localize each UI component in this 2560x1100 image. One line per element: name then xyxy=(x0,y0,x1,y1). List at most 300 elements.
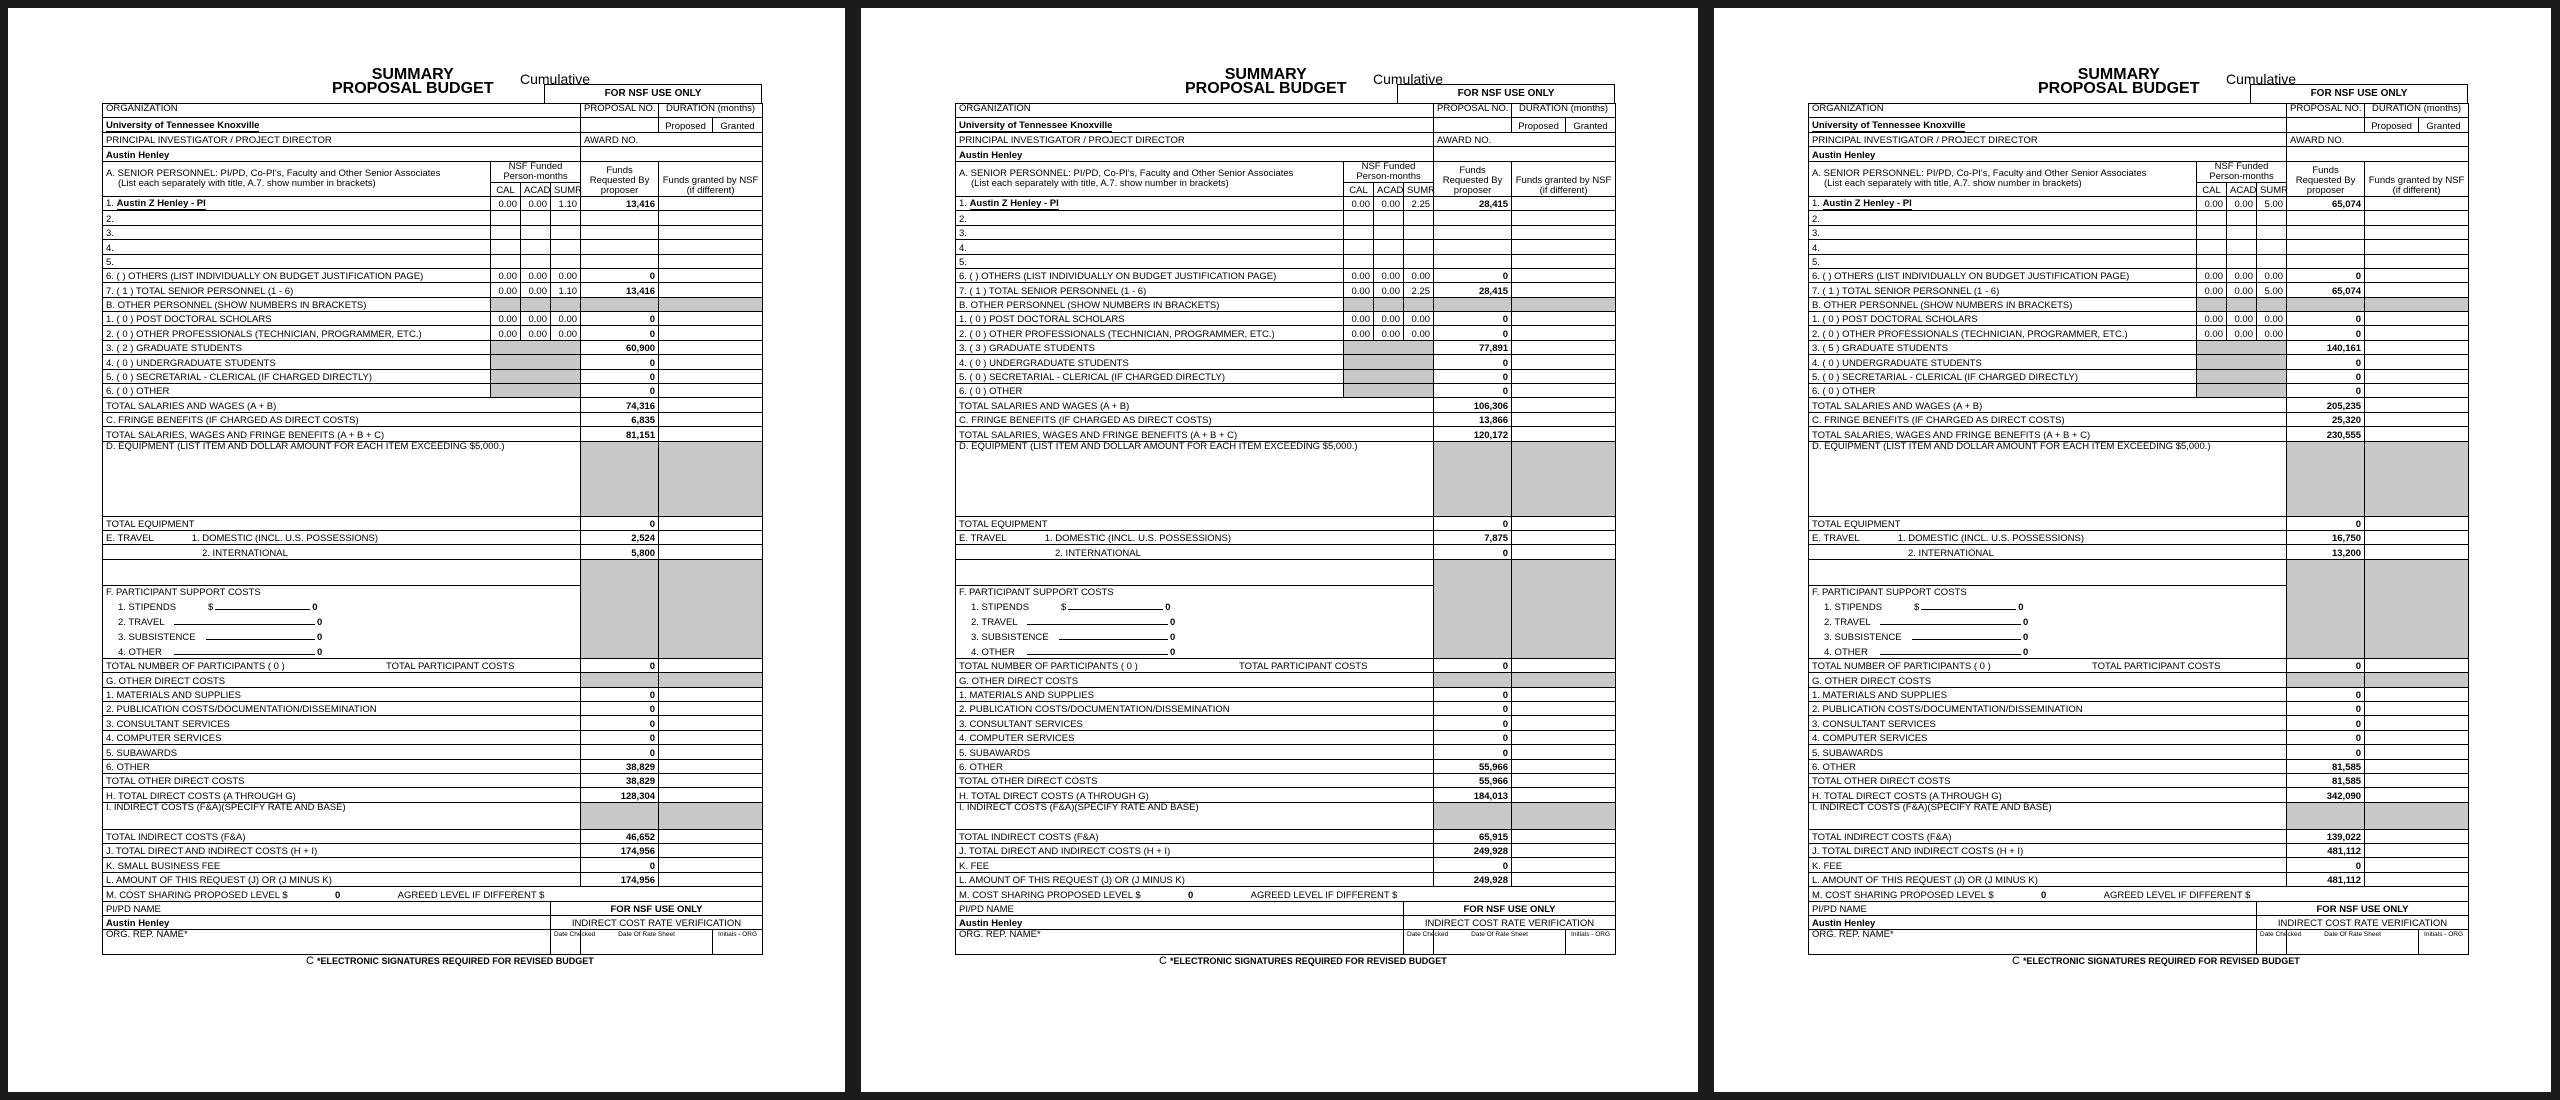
total-direct-indirect: 249,928 xyxy=(1434,844,1512,858)
travel-domestic-row: E. TRAVEL 1. DOMESTIC (INCL. U.S. POSSESSIONS) 2,524 xyxy=(103,530,763,544)
sec-a-sub: (List each separately with title, A.7. show number in brackets) xyxy=(971,177,1229,189)
org-name-row xyxy=(1809,118,2469,132)
participant-support-label: F. PARTICIPANT SUPPORT COSTS xyxy=(106,586,261,598)
a2-row: 2. xyxy=(103,211,763,225)
a4-row: 4. xyxy=(1809,240,2469,254)
m-row: M. COST SHARING PROPOSED LEVEL $ 0 AGREED LEVEL IF DIFFERENT $ xyxy=(1809,887,2469,901)
title-line-1: SUMMARY xyxy=(2077,66,2160,83)
amount-of-request: 481,112 xyxy=(2287,872,2365,886)
total-abc-row: TOTAL SALARIES, WAGES AND FRINGE BENEFITS (A + B + C) 120,172 xyxy=(956,427,1616,441)
j-row: J. TOTAL DIRECT AND INDIRECT COSTS (H + I) 481,112 xyxy=(1809,844,2469,858)
a1-cal: 0.00 xyxy=(2197,196,2227,210)
organization-name: University of Tennessee Knoxville xyxy=(959,119,1113,131)
b6-row: 6. ( 0 ) OTHER 0 xyxy=(956,384,1616,398)
travel-international: 0 xyxy=(1434,545,1512,559)
total-ab-row: TOTAL SALARIES AND WAGES (A + B) 106,306 xyxy=(956,398,1616,412)
k-row: K. SMALL BUSINESS FEE 0 xyxy=(103,858,763,872)
org-name-row xyxy=(956,118,1616,132)
duration-label: DURATION (months) xyxy=(2372,103,2462,114)
pipd-row: PI/PD NAME FOR NSF USE ONLY xyxy=(956,901,1616,915)
b3-row xyxy=(1809,340,2469,354)
funds-requested-label: Funds Requested By proposer xyxy=(1434,161,1512,196)
participant-support-label: F. PARTICIPANT SUPPORT COSTS xyxy=(1812,586,1967,598)
total-ab-row: TOTAL SALARIES AND WAGES (A + B) 205,235 xyxy=(1809,398,2469,412)
total-direct-costs: 128,304 xyxy=(581,788,659,802)
granted-label: Granted xyxy=(2426,120,2461,132)
nsf-use-only-header: FOR NSF USE ONLY xyxy=(1397,84,1615,103)
title-line-2: PROPOSAL BUDGET xyxy=(2038,80,2200,97)
g-total-row: TOTAL OTHER DIRECT COSTS 38,829 xyxy=(103,773,763,787)
nsf-funded-label: NSF Funded Person-months xyxy=(1344,161,1434,182)
pi-label: PRINCIPAL INVESTIGATOR / PROJECT DIRECTOR xyxy=(1812,135,2038,147)
cumulative-label: Cumulative xyxy=(1373,71,1444,87)
footer-note: C *ELECTRONIC SIGNATURES REQUIRED FOR REVISED BUDGET xyxy=(306,955,594,967)
i-total-row: TOTAL INDIRECT COSTS (F&A) 65,915 xyxy=(956,829,1616,843)
a7-label: 7. ( 1 ) TOTAL SENIOR PERSONNEL (1 - 6) xyxy=(103,283,491,297)
proposal-no-label: PROPOSAL NO. xyxy=(1437,103,1509,114)
proposal-no-label: PROPOSAL NO. xyxy=(584,103,656,114)
a4-row: 4. xyxy=(103,240,763,254)
cumulative-label: Cumulative xyxy=(2226,71,2297,87)
fringe-row: C. FRINGE BENEFITS (IF CHARGED AS DIRECT COSTS) 25,320 xyxy=(1809,412,2469,426)
sec-a-header-row xyxy=(1809,161,2469,182)
g5-row: 5. SUBAWARDS 0 xyxy=(1809,745,2469,759)
total-abc-row: TOTAL SALARIES, WAGES AND FRINGE BENEFITS (A + B + C) 81,151 xyxy=(103,427,763,441)
a7-row: 7. ( 1 ) TOTAL SENIOR PERSONNEL (1 - 6) 0.00 0.00 5.00 65,074 xyxy=(1809,283,2469,297)
b3-row xyxy=(103,340,763,354)
travel-international-row: 2. INTERNATIONAL 0 xyxy=(956,545,1616,559)
cumulative-label: Cumulative xyxy=(520,71,591,87)
budget-page-1 xyxy=(8,8,845,1092)
total-indirect-costs: 46,652 xyxy=(581,829,659,843)
graduate-students-funds: 60,900 xyxy=(581,340,659,354)
a6-row: 6. ( ) OTHERS (LIST INDIVIDUALLY ON BUDGET JUSTIFICATION PAGE) 0.00 0.00 0.00 0 xyxy=(1809,268,2469,282)
sec-b-label: B. OTHER PERSONNEL (SHOW NUMBERS IN BRACKETS) xyxy=(956,297,1344,311)
sec-g-row: G. OTHER DIRECT COSTS xyxy=(1809,673,2469,687)
funds-granted-label: Funds granted by NSF (if different) xyxy=(2365,161,2469,196)
a3-row: 3. xyxy=(1809,225,2469,239)
amount-of-request: 249,928 xyxy=(1434,872,1512,886)
total-other-direct-costs: 81,585 xyxy=(2287,773,2365,787)
footer-note: C *ELECTRONIC SIGNATURES REQUIRED FOR REVISED BUDGET xyxy=(1159,955,1447,967)
total-direct-costs: 184,013 xyxy=(1434,788,1512,802)
equipment-row xyxy=(103,441,763,516)
duration-label: DURATION (months) xyxy=(666,103,756,114)
funds-requested-label: Funds Requested By proposer xyxy=(581,161,659,196)
equipment-row xyxy=(956,441,1616,516)
a6-label: 6. ( ) OTHERS (LIST INDIVIDUALLY ON BUDGET JUSTIFICATION PAGE) xyxy=(956,268,1344,282)
fringe-benefits: 13,866 xyxy=(1434,412,1512,426)
pi-label: PRINCIPAL INVESTIGATOR / PROJECT DIRECTOR xyxy=(106,135,332,147)
a2-row: 2. xyxy=(956,211,1616,225)
participant-section-row: F. PARTICIPANT SUPPORT COSTS 1. STIPENDS $ 0 2. TRAVEL 0 3. SUBSISTENCE 0 4. OTHER 0 xyxy=(103,585,763,658)
a7-funds: 65,074 xyxy=(2287,283,2365,297)
travel-domestic-row: E. TRAVEL 1. DOMESTIC (INCL. U.S. POSSESSIONS) 16,750 xyxy=(1809,530,2469,544)
participant-gap-row xyxy=(956,559,1616,585)
total-salaries-fringe: 81,151 xyxy=(581,427,659,441)
pipd-name-row: Austin Henley INDIRECT COST RATE VERIFICATION xyxy=(1809,916,2469,930)
a1-cal: 0.00 xyxy=(1344,196,1374,210)
b5-row: 5. ( 0 ) SECRETARIAL - CLERICAL (IF CHARGED DIRECTLY) 0 xyxy=(1809,369,2469,383)
a2-row: 2. xyxy=(1809,211,2469,225)
amount-of-request: 174,956 xyxy=(581,872,659,886)
nsf-funded-label: NSF Funded Person-months xyxy=(2197,161,2287,182)
other-direct-costs: 55,966 xyxy=(1434,759,1512,773)
pi-label-row xyxy=(1809,132,2469,146)
title-line-2: PROPOSAL BUDGET xyxy=(1185,80,1347,97)
a7-row: 7. ( 1 ) TOTAL SENIOR PERSONNEL (1 - 6) 0.00 0.00 2.25 28,415 xyxy=(956,283,1616,297)
total-direct-indirect: 481,112 xyxy=(2287,844,2365,858)
l-row: L. AMOUNT OF THIS REQUEST (J) OR (J MINUS K) 249,928 xyxy=(956,872,1616,886)
sec-b-label: B. OTHER PERSONNEL (SHOW NUMBERS IN BRACKETS) xyxy=(103,297,491,311)
nsf-funded-label: NSF Funded Person-months xyxy=(491,161,581,182)
fringe-row: C. FRINGE BENEFITS (IF CHARGED AS DIRECT COSTS) 6,835 xyxy=(103,412,763,426)
a1-row: 1. Austin Z Henley - PI 0.00 0.00 2.25 28,415 xyxy=(956,196,1616,210)
pipd-name: Austin Henley xyxy=(103,916,551,930)
footer-note: C *ELECTRONIC SIGNATURES REQUIRED FOR REVISED BUDGET xyxy=(2012,955,2300,967)
a7-funds: 28,415 xyxy=(1434,283,1512,297)
h-row: H. TOTAL DIRECT COSTS (A THROUGH G) 184,013 xyxy=(956,788,1616,802)
b1-row: 1. ( 0 ) POST DOCTORAL SCHOLARS 0.00 0.00 0.00 0 xyxy=(956,312,1616,326)
i-row xyxy=(956,802,1616,829)
granted-label: Granted xyxy=(720,120,755,132)
a1-sumr: 2.25 xyxy=(1404,196,1434,210)
title-line-1: SUMMARY xyxy=(371,66,454,83)
a5-row: 5. xyxy=(956,254,1616,268)
acad-label: ACAD xyxy=(521,182,551,196)
a1-sumr: 5.00 xyxy=(2257,196,2287,210)
travel-international: 13,200 xyxy=(2287,545,2365,559)
h-row: H. TOTAL DIRECT COSTS (A THROUGH G) 128,304 xyxy=(103,788,763,802)
g-total-row: TOTAL OTHER DIRECT COSTS 55,966 xyxy=(956,773,1616,787)
cal-label: CAL xyxy=(491,182,521,196)
sec-a-sub: (List each separately with title, A.7. show number in brackets) xyxy=(118,177,376,189)
total-other-direct-costs: 38,829 xyxy=(581,773,659,787)
a6-funds: 0 xyxy=(1434,268,1512,282)
sec-b-row xyxy=(103,297,763,311)
proposed-label: Proposed xyxy=(1518,120,1559,132)
total-participant-costs: 0 xyxy=(1434,658,1512,672)
a5-row: 5. xyxy=(1809,254,2469,268)
senior-personnel-name: Austin Z Henley - PI xyxy=(116,198,206,210)
graduate-students-label: 3. ( 3 ) GRADUATE STUDENTS xyxy=(956,340,1344,354)
org-row xyxy=(956,104,1616,118)
l-row: L. AMOUNT OF THIS REQUEST (J) OR (J MINUS K) 174,956 xyxy=(103,872,763,886)
indirect-label: I. INDIRECT COSTS (F&A)(SPECIFY RATE AND BASE) xyxy=(956,802,1434,829)
sec-a-sub: (List each separately with title, A.7. show number in brackets) xyxy=(1824,177,2082,189)
fee-label: K. FEE xyxy=(1809,858,2287,872)
g4-row: 4. COMPUTER SERVICES 0 xyxy=(956,730,1616,744)
sumr-label: SUMR xyxy=(2257,182,2287,196)
sumr-label: SUMR xyxy=(1404,182,1434,196)
g6-row: 6. OTHER 38,829 xyxy=(103,759,763,773)
participant-section-row: F. PARTICIPANT SUPPORT COSTS 1. STIPENDS $ 0 2. TRAVEL 0 3. SUBSISTENCE 0 4. OTHER 0 xyxy=(956,585,1616,658)
l-row: L. AMOUNT OF THIS REQUEST (J) OR (J MINUS K) 481,112 xyxy=(1809,872,2469,886)
graduate-students-funds: 140,161 xyxy=(2287,340,2365,354)
equipment-label: D. EQUIPMENT (LIST ITEM AND DOLLAR AMOUNT FOR EACH ITEM EXCEEDING $5,000.) xyxy=(1809,441,2287,516)
orgrep-row: ORG. REP. NAME* Date Checked Date Of Rate Sheet Initials - ORG xyxy=(103,930,763,955)
sec-g-row: G. OTHER DIRECT COSTS xyxy=(956,673,1616,687)
travel-domestic: 16,750 xyxy=(2287,530,2365,544)
sec-a-label: A. SENIOR PERSONNEL: PI/PD, Co-PI's, Faculty and Other Senior Associates xyxy=(1812,167,2147,179)
org-name-row xyxy=(103,118,763,132)
org-row xyxy=(103,104,763,118)
travel-domestic: 7,875 xyxy=(1434,530,1512,544)
pipd-name-row: Austin Henley INDIRECT COST RATE VERIFICATION xyxy=(956,916,1616,930)
a1-acad: 0.00 xyxy=(2227,196,2257,210)
award-no-label: AWARD NO. xyxy=(2290,135,2345,147)
a7-label: 7. ( 1 ) TOTAL SENIOR PERSONNEL (1 - 6) xyxy=(1809,283,2197,297)
total-salaries-fringe: 230,555 xyxy=(2287,427,2365,441)
g4-row: 4. COMPUTER SERVICES 0 xyxy=(103,730,763,744)
proposed-label: Proposed xyxy=(665,120,706,132)
b3-row xyxy=(956,340,1616,354)
participant-support-label: F. PARTICIPANT SUPPORT COSTS xyxy=(959,586,1114,598)
b2-row: 2. ( 0 ) OTHER PROFESSIONALS (TECHNICIAN, PROGRAMMER, ETC.) 0.00 0.00 0.00 0 xyxy=(1809,326,2469,340)
fee-label: K. FEE xyxy=(956,858,1434,872)
total-equipment-row: TOTAL EQUIPMENT 0 xyxy=(956,516,1616,530)
i-total-row: TOTAL INDIRECT COSTS (F&A) 139,022 xyxy=(1809,829,2469,843)
indirect-label: I. INDIRECT COSTS (F&A)(SPECIFY RATE AND BASE) xyxy=(103,802,581,829)
sec-a-label: A. SENIOR PERSONNEL: PI/PD, Co-PI's, Faculty and Other Senior Associates xyxy=(959,167,1294,179)
sec-b-row xyxy=(1809,297,2469,311)
acad-label: ACAD xyxy=(1374,182,1404,196)
pi-label-row xyxy=(956,132,1616,146)
budget-table xyxy=(955,103,1616,955)
travel-international-row: 2. INTERNATIONAL 5,800 xyxy=(103,545,763,559)
a6-row: 6. ( ) OTHERS (LIST INDIVIDUALLY ON BUDGET JUSTIFICATION PAGE) 0.00 0.00 0.00 0 xyxy=(103,268,763,282)
fringe-benefits: 6,835 xyxy=(581,412,659,426)
g5-row: 5. SUBAWARDS 0 xyxy=(956,745,1616,759)
a6-label: 6. ( ) OTHERS (LIST INDIVIDUALLY ON BUDGET JUSTIFICATION PAGE) xyxy=(103,268,491,282)
pi-name-row xyxy=(956,147,1616,161)
participant-gap-row xyxy=(103,559,763,585)
pipd-name-row: Austin Henley INDIRECT COST RATE VERIFICATION xyxy=(103,916,763,930)
total-indirect-costs: 139,022 xyxy=(2287,829,2365,843)
a5-row: 5. xyxy=(103,254,763,268)
senior-personnel-name: Austin Z Henley - PI xyxy=(1822,198,1912,210)
total-salaries-wages: 74,316 xyxy=(581,398,659,412)
sec-a-label: A. SENIOR PERSONNEL: PI/PD, Co-PI's, Faculty and Other Senior Associates xyxy=(106,167,441,179)
acad-label: ACAD xyxy=(2227,182,2257,196)
award-no-label: AWARD NO. xyxy=(1437,135,1492,147)
b4-row: 4. ( 0 ) UNDERGRADUATE STUDENTS 0 xyxy=(1809,355,2469,369)
pi-label-row xyxy=(103,132,763,146)
g4-row: 4. COMPUTER SERVICES 0 xyxy=(1809,730,2469,744)
form-header xyxy=(955,60,1615,103)
pi-name-row xyxy=(1809,147,2469,161)
budget-form xyxy=(955,60,1615,955)
total-direct-indirect: 174,956 xyxy=(581,844,659,858)
sec-a-header-row xyxy=(956,161,1616,182)
pipd-row: PI/PD NAME FOR NSF USE ONLY xyxy=(1809,901,2469,915)
a1-acad: 0.00 xyxy=(521,196,551,210)
a1-acad: 0.00 xyxy=(1374,196,1404,210)
total-participant-costs: 0 xyxy=(2287,658,2365,672)
total-salaries-wages: 205,235 xyxy=(2287,398,2365,412)
b4-row: 4. ( 0 ) UNDERGRADUATE STUDENTS 0 xyxy=(956,355,1616,369)
budget-form xyxy=(1808,60,2468,955)
organization-name: University of Tennessee Knoxville xyxy=(1812,119,1966,131)
budget-table xyxy=(102,103,763,955)
b5-row: 5. ( 0 ) SECRETARIAL - CLERICAL (IF CHARGED DIRECTLY) 0 xyxy=(956,369,1616,383)
orgrep-row: ORG. REP. NAME* Date Checked Date Of Rate Sheet Initials - ORG xyxy=(1809,930,2469,955)
organization-label: ORGANIZATION xyxy=(959,103,1031,114)
i-row xyxy=(103,802,763,829)
sec-a-header-row xyxy=(103,161,763,182)
travel-domestic: 2,524 xyxy=(581,530,659,544)
b1-row: 1. ( 0 ) POST DOCTORAL SCHOLARS 0.00 0.00 0.00 0 xyxy=(103,312,763,326)
title-line-2: PROPOSAL BUDGET xyxy=(332,80,494,97)
funds-requested-label: Funds Requested By proposer xyxy=(2287,161,2365,196)
j-row: J. TOTAL DIRECT AND INDIRECT COSTS (H + I) 249,928 xyxy=(956,844,1616,858)
a6-label: 6. ( ) OTHERS (LIST INDIVIDUALLY ON BUDGET JUSTIFICATION PAGE) xyxy=(1809,268,2197,282)
pi-name: Austin Henley xyxy=(106,149,170,161)
nsf-use-only-header: FOR NSF USE ONLY xyxy=(544,84,762,103)
m-row: M. COST SHARING PROPOSED LEVEL $ 0 AGREED LEVEL IF DIFFERENT $ xyxy=(103,887,763,901)
a1-row: 1. Austin Z Henley - PI 0.00 0.00 5.00 65,074 xyxy=(1809,196,2469,210)
form-header xyxy=(1808,60,2468,103)
nsf-use-only-header: FOR NSF USE ONLY xyxy=(2250,84,2468,103)
k-row: K. FEE 0 xyxy=(1809,858,2469,872)
i-row xyxy=(1809,802,2469,829)
a6-funds: 0 xyxy=(2287,268,2365,282)
g1-row: 1. MATERIALS AND SUPPLIES 0 xyxy=(956,687,1616,701)
sec-g-row: G. OTHER DIRECT COSTS xyxy=(103,673,763,687)
a6-funds: 0 xyxy=(581,268,659,282)
pipd-name: Austin Henley xyxy=(1809,916,2257,930)
funds-granted-label: Funds granted by NSF (if different) xyxy=(1512,161,1616,196)
b6-row: 6. ( 0 ) OTHER 0 xyxy=(1809,384,2469,398)
participants-total-row: TOTAL NUMBER OF PARTICIPANTS ( 0 ) TOTAL PARTICIPANT COSTS 0 xyxy=(1809,658,2469,672)
a4-row: 4. xyxy=(956,240,1616,254)
a1-funds: 28,415 xyxy=(1434,196,1512,210)
g3-row: 3. CONSULTANT SERVICES 0 xyxy=(1809,716,2469,730)
fringe-row: C. FRINGE BENEFITS (IF CHARGED AS DIRECT COSTS) 13,866 xyxy=(956,412,1616,426)
total-direct-costs: 342,090 xyxy=(2287,788,2365,802)
total-other-direct-costs: 55,966 xyxy=(1434,773,1512,787)
budget-page-3 xyxy=(1714,8,2551,1092)
a7-label: 7. ( 1 ) TOTAL SENIOR PERSONNEL (1 - 6) xyxy=(956,283,1344,297)
a3-row: 3. xyxy=(103,225,763,239)
g3-row: 3. CONSULTANT SERVICES 0 xyxy=(103,716,763,730)
graduate-students-funds: 77,891 xyxy=(1434,340,1512,354)
b4-row: 4. ( 0 ) UNDERGRADUATE STUDENTS 0 xyxy=(103,355,763,369)
g3-row: 3. CONSULTANT SERVICES 0 xyxy=(956,716,1616,730)
pi-name: Austin Henley xyxy=(959,149,1023,161)
orgrep-row: ORG. REP. NAME* Date Checked Date Of Rate Sheet Initials - ORG xyxy=(956,930,1616,955)
senior-personnel-name: Austin Z Henley - PI xyxy=(969,198,1059,210)
pi-name-row xyxy=(103,147,763,161)
form-title xyxy=(1185,68,1347,96)
funds-granted-label: Funds granted by NSF (if different) xyxy=(659,161,763,196)
a7-row: 7. ( 1 ) TOTAL SENIOR PERSONNEL (1 - 6) 0.00 0.00 1.10 13,416 xyxy=(103,283,763,297)
g6-row: 6. OTHER 55,966 xyxy=(956,759,1616,773)
b1-row: 1. ( 0 ) POST DOCTORAL SCHOLARS 0.00 0.00 0.00 0 xyxy=(1809,312,2469,326)
organization-name: University of Tennessee Knoxville xyxy=(106,119,260,131)
g2-row: 2. PUBLICATION COSTS/DOCUMENTATION/DISSEMINATION 0 xyxy=(103,701,763,715)
participant-section-row: F. PARTICIPANT SUPPORT COSTS 1. STIPENDS $ 0 2. TRAVEL 0 3. SUBSISTENCE 0 4. OTHER 0 xyxy=(1809,585,2469,658)
a6-row: 6. ( ) OTHERS (LIST INDIVIDUALLY ON BUDGET JUSTIFICATION PAGE) 0.00 0.00 0.00 0 xyxy=(956,268,1616,282)
total-abc-row: TOTAL SALARIES, WAGES AND FRINGE BENEFITS (A + B + C) 230,555 xyxy=(1809,427,2469,441)
b2-row: 2. ( 0 ) OTHER PROFESSIONALS (TECHNICIAN, PROGRAMMER, ETC.) 0.00 0.00 0.00 0 xyxy=(956,326,1616,340)
participant-gap-row xyxy=(1809,559,2469,585)
m-row: M. COST SHARING PROPOSED LEVEL $ 0 AGREED LEVEL IF DIFFERENT $ xyxy=(956,887,1616,901)
g6-row: 6. OTHER 81,585 xyxy=(1809,759,2469,773)
equipment-label: D. EQUIPMENT (LIST ITEM AND DOLLAR AMOUNT FOR EACH ITEM EXCEEDING $5,000.) xyxy=(103,441,581,516)
organization-label: ORGANIZATION xyxy=(1812,103,1884,114)
travel-international: 5,800 xyxy=(581,545,659,559)
award-no-label: AWARD NO. xyxy=(584,135,639,147)
b6-row: 6. ( 0 ) OTHER 0 xyxy=(103,384,763,398)
a1-sumr: 1.10 xyxy=(551,196,581,210)
pipd-name: Austin Henley xyxy=(956,916,1404,930)
budget-form xyxy=(102,60,762,955)
sec-b-label: B. OTHER PERSONNEL (SHOW NUMBERS IN BRACKETS) xyxy=(1809,297,2197,311)
budget-table xyxy=(1808,103,2469,955)
equipment-row xyxy=(1809,441,2469,516)
other-direct-costs: 38,829 xyxy=(581,759,659,773)
g2-row: 2. PUBLICATION COSTS/DOCUMENTATION/DISSEMINATION 0 xyxy=(956,701,1616,715)
proposed-label: Proposed xyxy=(2371,120,2412,132)
total-salaries-wages: 106,306 xyxy=(1434,398,1512,412)
total-participant-costs: 0 xyxy=(581,658,659,672)
participants-total-row: TOTAL NUMBER OF PARTICIPANTS ( 0 ) TOTAL PARTICIPANT COSTS 0 xyxy=(103,658,763,672)
fee-label: K. SMALL BUSINESS FEE xyxy=(103,858,581,872)
organization-label: ORGANIZATION xyxy=(106,103,178,114)
a1-funds: 13,416 xyxy=(581,196,659,210)
total-ab-row: TOTAL SALARIES AND WAGES (A + B) 74,316 xyxy=(103,398,763,412)
g1-row: 1. MATERIALS AND SUPPLIES 0 xyxy=(1809,687,2469,701)
equipment-label: D. EQUIPMENT (LIST ITEM AND DOLLAR AMOUNT FOR EACH ITEM EXCEEDING $5,000.) xyxy=(956,441,1434,516)
sec-b-row xyxy=(956,297,1616,311)
graduate-students-label: 3. ( 5 ) GRADUATE STUDENTS xyxy=(1809,340,2197,354)
granted-label: Granted xyxy=(1573,120,1608,132)
travel-domestic-row: E. TRAVEL 1. DOMESTIC (INCL. U.S. POSSESSIONS) 7,875 xyxy=(956,530,1616,544)
proposal-no-label: PROPOSAL NO. xyxy=(2290,103,2362,114)
h-row: H. TOTAL DIRECT COSTS (A THROUGH G) 342,090 xyxy=(1809,788,2469,802)
a3-row: 3. xyxy=(956,225,1616,239)
duration-label: DURATION (months) xyxy=(1519,103,1609,114)
pipd-row: PI/PD NAME FOR NSF USE ONLY xyxy=(103,901,763,915)
cal-label: CAL xyxy=(1344,182,1374,196)
form-title xyxy=(332,68,494,96)
k-row: K. FEE 0 xyxy=(956,858,1616,872)
fringe-benefits: 25,320 xyxy=(2287,412,2365,426)
form-header xyxy=(102,60,762,103)
a1-funds: 65,074 xyxy=(2287,196,2365,210)
b2-row: 2. ( 0 ) OTHER PROFESSIONALS (TECHNICIAN, PROGRAMMER, ETC.) 0.00 0.00 0.00 0 xyxy=(103,326,763,340)
a7-funds: 13,416 xyxy=(581,283,659,297)
j-row: J. TOTAL DIRECT AND INDIRECT COSTS (H + I) 174,956 xyxy=(103,844,763,858)
graduate-students-label: 3. ( 2 ) GRADUATE STUDENTS xyxy=(103,340,491,354)
travel-international-row: 2. INTERNATIONAL 13,200 xyxy=(1809,545,2469,559)
pi-label: PRINCIPAL INVESTIGATOR / PROJECT DIRECTOR xyxy=(959,135,1185,147)
total-equipment-row: TOTAL EQUIPMENT 0 xyxy=(1809,516,2469,530)
org-row xyxy=(1809,104,2469,118)
title-line-1: SUMMARY xyxy=(1224,66,1307,83)
g5-row: 5. SUBAWARDS 0 xyxy=(103,745,763,759)
b5-row: 5. ( 0 ) SECRETARIAL - CLERICAL (IF CHARGED DIRECTLY) 0 xyxy=(103,369,763,383)
g2-row: 2. PUBLICATION COSTS/DOCUMENTATION/DISSEMINATION 0 xyxy=(1809,701,2469,715)
pi-name: Austin Henley xyxy=(1812,149,1876,161)
total-salaries-fringe: 120,172 xyxy=(1434,427,1512,441)
g-total-row: TOTAL OTHER DIRECT COSTS 81,585 xyxy=(1809,773,2469,787)
form-title xyxy=(2038,68,2200,96)
a1-cal: 0.00 xyxy=(491,196,521,210)
indirect-label: I. INDIRECT COSTS (F&A)(SPECIFY RATE AND BASE) xyxy=(1809,802,2287,829)
total-indirect-costs: 65,915 xyxy=(1434,829,1512,843)
